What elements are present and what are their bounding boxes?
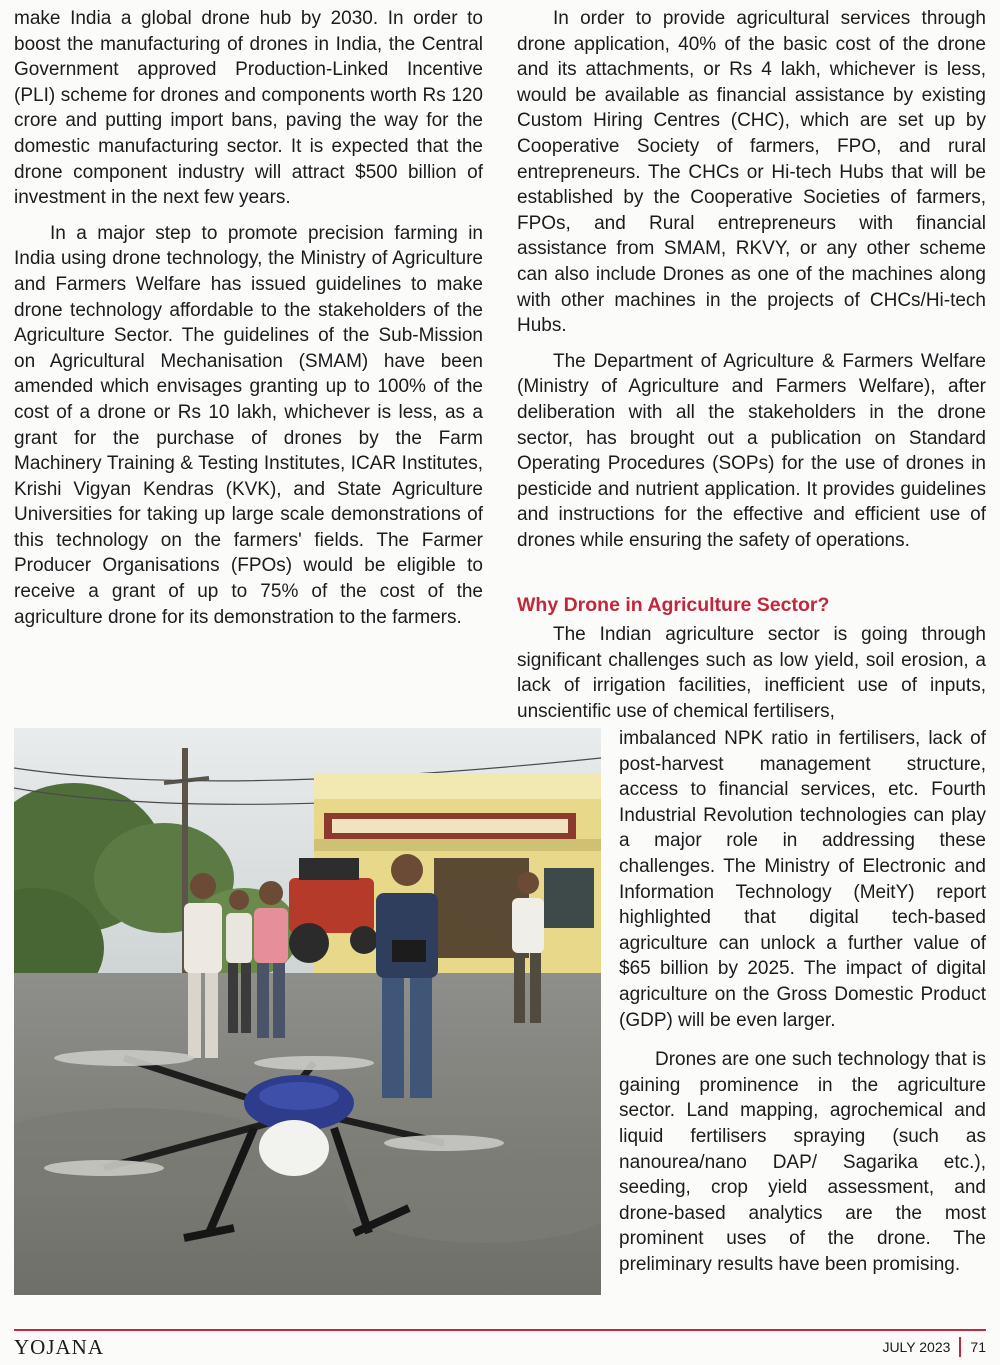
paragraph: The Indian agriculture sector is going through significant challenges such as low yield, soil erosion, a lack of irrigation facilities, inefficient use of inputs, unscientific use of chemical fertilisers, [517, 624, 986, 722]
right-column-wide-paragraph [517, 622, 986, 724]
paragraph: In a major step to promote precision farming in India using drone technology, the Ministry of Agriculture and Farmers Welfare has issued guidelines to make drone technology affordable to the stakeholders of the Agriculture Sector. The guidelines of the Sub-Mission on Agricultural Mechanisation (SMAM) have been amended which envisages granting up to 100% of the cost of a drone or Rs 10 lakh, whichever is less, as a grant for the purchase of drones by the Farm Machinery Training & Testing Institutes, ICAR Institutes, Krishi Vigyan Kendras (KVK), and State Agriculture Universities for taking up large scale demonstrations of this technology on the farmers' fields. The Farmer Producer Organisations (FPOs) would be eligible to receive a grant of up to 75% of the cost of the agriculture drone for its demonstration to the farmers. [14, 222, 483, 628]
paragraph: make India a global drone hub by 2030. In order to boost the manufacturing of drones in India, the Central Government approved Production-Linked Incentive (PLI) scheme for drones and components worth Rs 120 crore and putting import bans, paving the way for the domestic manufacturing sector. It is expected that the drone component industry will attract $500 billion of investment in the next few years. [14, 8, 483, 209]
drone-scene-icon [14, 728, 601, 1295]
paragraph: imbalanced NPK ratio in fertilisers, lack of post-harvest management structure, access to financial services, etc. Fourth Industrial Revolution technologies can play a major role in addressing these challenges. The Ministry of Electronic and Information Technology (MeitY) report highlighted that digital tech-based agriculture can unlock a further value of $65 billion by 2025. The impact of digital agriculture on the Gross Domestic Product (GDP) will be even larger. [619, 728, 986, 1031]
right-column-top [517, 6, 986, 553]
footer-separator [959, 1337, 961, 1357]
left-column [14, 6, 483, 630]
right-column-narrow [619, 726, 986, 1277]
footer-issue-info [882, 1337, 986, 1357]
paragraph: The Department of Agriculture & Farmers Welfare (Ministry of Agriculture and Farmers Welfare), after deliberation with all the stakeholders in the drone sector, has brought out a publication on Standard Operating Procedures (SOPs) for the use of drones in pesticide and nutrient application. It provides guidelines and instructions for the effective and efficient use of drones while ensuring the safety of operations. [517, 350, 986, 551]
magazine-name: YOJANA [14, 1335, 104, 1359]
issue-date: JULY 2023 [882, 1339, 951, 1355]
agricultural-drone-photo [14, 728, 601, 1295]
paragraph: In order to provide agricultural services through drone application, 40% of the basic cost of the drone and its attachments, or Rs 4 lakh, whichever is less, would be available as financial assistance by existing Custom Hiring Centres (CHC), which are set up by Cooperative Society of farmers, FPO, and rural entrepreneurs. The CHCs or Hi-tech Hubs that will be established by the Cooperative Societies of farmers, FPOs, and Rural entrepreneurs with financial assistance from SMAM, RKVY, or any other scheme can also include Drones as one of the machines along with other machines in the projects of CHCs/Hi-tech Hubs. [517, 8, 986, 337]
page-number: 71 [970, 1339, 986, 1355]
footer-rule [14, 1329, 986, 1331]
paragraph: Drones are one such technology that is gaining prominence in the agriculture sector. Land mapping, agrochemical and liquid fertilisers spraying (such as nanourea/nano DAP/ Sagarika etc.), seeding, crop yield assessment, and drone-based analytics are the most prominent uses of the drone. The preliminary results have been promising. [619, 1049, 986, 1275]
section-heading: Why Drone in Agriculture Sector? [517, 594, 830, 616]
